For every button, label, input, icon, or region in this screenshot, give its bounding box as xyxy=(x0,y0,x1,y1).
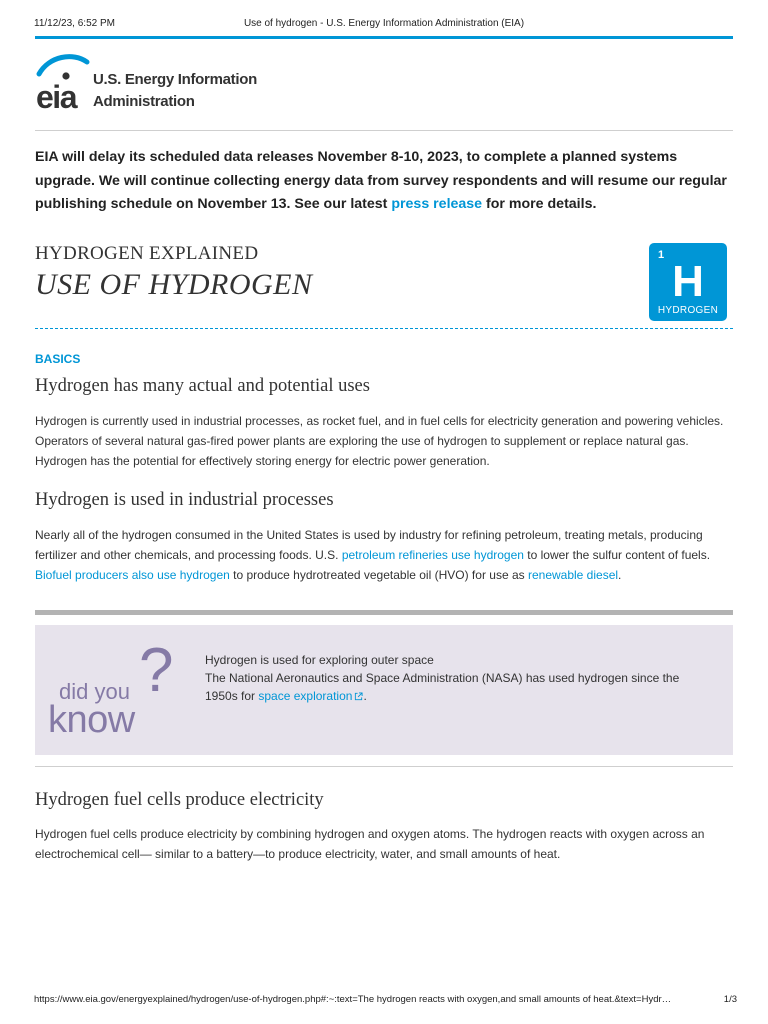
section-label-basics: BASICS xyxy=(35,352,81,366)
logo-wordmark xyxy=(93,69,263,113)
alert-text: EIA will delay its scheduled data releases November 8-10, 2023, to complete a planned systems upgrade. We will continue collecting energy data from survey respondents and will resume our regular publishing schedule on November 13. See our latest xyxy=(35,149,727,212)
page-title: USE OF HYDROGEN xyxy=(35,268,313,301)
paragraph-fuel-cells: Hydrogen fuel cells produce electricity by combining hydrogen and oxygen atoms. The hydrogen reacts with oxygen across an electrochemical cell— similar to a battery—to produce electricity, water, and small amounts of heat. xyxy=(35,827,705,861)
did-you-know-graphic xyxy=(45,635,195,750)
biofuel-producers-link[interactable]: Biofuel producers also use hydrogen xyxy=(35,567,230,582)
print-page-title: Use of hydrogen - U.S. Energy Information Administration (EIA) xyxy=(243,18,525,29)
refineries-link[interactable]: petroleum refineries use hydrogen xyxy=(341,547,524,562)
did-you-know-bottom-divider xyxy=(35,766,733,767)
industrial-text: to lower the sulfur content of fuels. xyxy=(523,547,711,562)
print-datetime: 11/12/23, 6:52 PM xyxy=(34,18,115,29)
title-dotted-divider xyxy=(35,328,733,329)
hydrogen-element-tile xyxy=(649,243,727,321)
did-you-text: did you xyxy=(59,679,130,704)
print-header xyxy=(0,0,768,30)
did-you-know-line-2 xyxy=(205,669,715,705)
logo-line-1: U.S. Energy Information xyxy=(93,71,257,88)
space-exploration-link[interactable] xyxy=(258,689,363,703)
eia-logo-mark-icon xyxy=(35,52,91,112)
element-name: HYDROGEN xyxy=(657,305,719,316)
question-mark-icon: ? xyxy=(139,636,174,705)
space-exploration-link-label: space exploration xyxy=(258,689,353,703)
print-page-number: 1/3 xyxy=(723,994,737,1005)
did-you-know-text xyxy=(205,651,715,705)
element-symbol: H xyxy=(672,257,704,306)
did-you-know-body: The National Aeronautics and Space Administration (NASA) has used hydrogen since the 1950s for xyxy=(205,671,680,703)
did-you-know-box xyxy=(35,625,733,755)
page-kicker: HYDROGEN EXPLAINED xyxy=(35,243,259,264)
did-you-know-end: . xyxy=(363,689,367,703)
heading-many-uses: Hydrogen has many actual and potential uses xyxy=(35,376,370,396)
eia-logo[interactable] xyxy=(35,52,255,114)
heading-fuel-cells: Hydrogen fuel cells produce electricity xyxy=(35,790,324,810)
paragraph-industrial xyxy=(35,526,735,585)
renewable-diesel-link[interactable]: renewable diesel xyxy=(527,567,619,582)
press-release-link[interactable]: press release xyxy=(391,196,483,212)
eia-logo-mark-text: eia xyxy=(36,79,76,112)
alert-text-end: for more details. xyxy=(482,196,597,212)
industrial-text: to produce hydrotreated vegetable oil (HVO) for use as xyxy=(229,567,528,582)
header-divider xyxy=(35,130,733,131)
logo-line-2: Administration xyxy=(93,93,195,110)
print-footer xyxy=(0,994,768,1010)
element-number: 1 xyxy=(658,249,665,261)
heading-industrial: Hydrogen is used in industrial processes xyxy=(35,490,334,510)
industrial-text: Nearly all of the hydrogen consumed in the United States is used by industry for refining petroleum, treating metals, producing fertilizer and other chemicals, and processing foods. U.S. xyxy=(35,528,703,562)
top-accent-bar xyxy=(35,36,733,39)
know-text: know xyxy=(48,699,135,741)
data-release-alert xyxy=(35,146,735,217)
paragraph-many-uses: Hydrogen is currently used in industrial processes, as rocket fuel, and in fuel cells for electricity generation and powering vehicles. Operators of several natural gas-fired power plants are exploring the use of hydrogen to supplement or replace natural gas. Hydrogen has the potential for effectively storing energy for electric power generation. xyxy=(35,414,724,468)
did-you-know-line-1: Hydrogen is used for exploring outer space xyxy=(205,653,434,667)
industrial-text: . xyxy=(618,567,622,582)
print-url: https://www.eia.gov/energyexplained/hydrogen/use-of-hydrogen.php#:~:text=The hydrogen reacts with oxygen,and small amounts of heat.&text=Hydr… xyxy=(34,994,672,1005)
did-you-know-top-bar xyxy=(35,610,733,615)
